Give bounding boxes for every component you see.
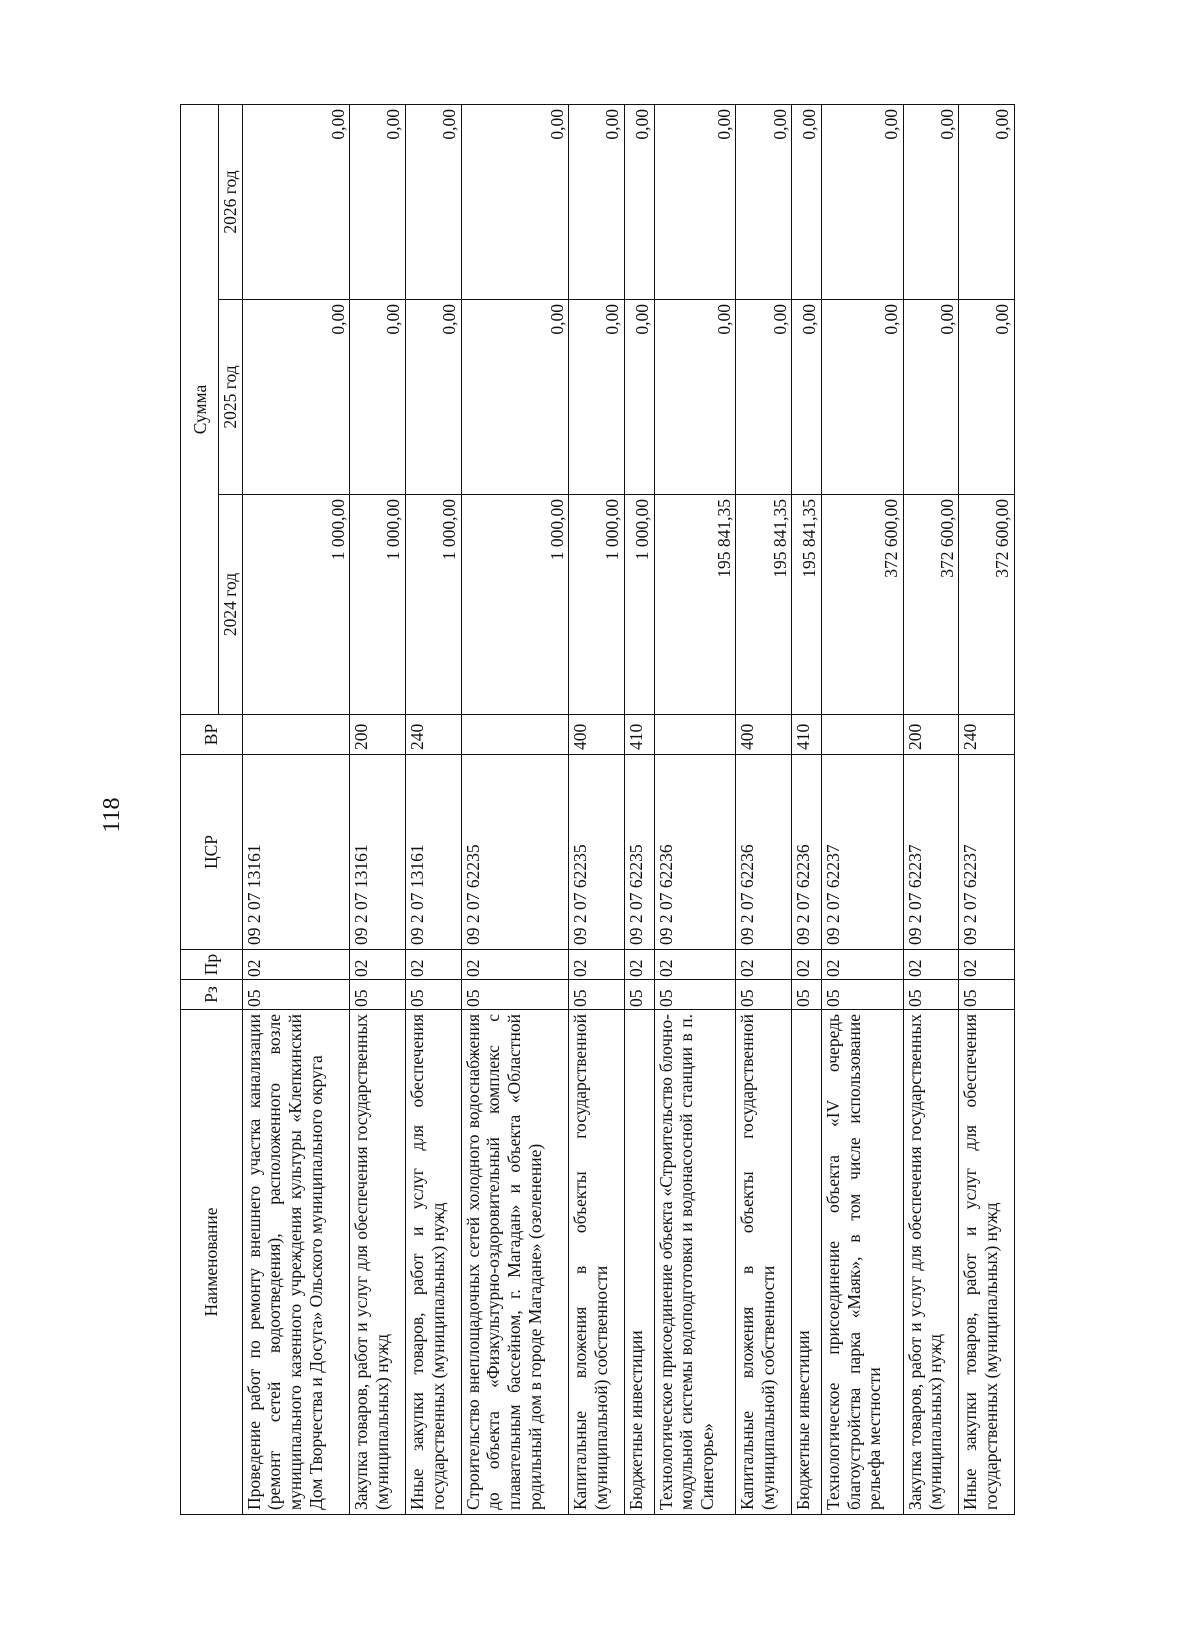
cell-rz: 05: [625, 980, 655, 1010]
cell-y2025: 0,00: [625, 300, 655, 495]
cell-name: Бюджетные инвестиции: [625, 1010, 655, 1515]
cell-name: Закупка товаров, работ и услуг для обеспечения государственных (муниципальных) нужд: [350, 1010, 406, 1515]
cell-name: Проведение работ по ремонту внешнего участка канализации (ремонт сетей водоотведения), расположенного возле муниципального казенного учреждения культуры «Клепкинский Дом Творчества и Досуга» Ольского муниципального округа: [242, 1010, 350, 1515]
cell-pr: 02: [654, 950, 736, 980]
cell-rz: 05: [959, 980, 1015, 1010]
header-rz: Рз: [181, 980, 243, 1010]
cell-csr: 09 2 07 62237: [903, 755, 959, 950]
cell-y2024: 1 000,00: [242, 495, 350, 715]
table-row: [903, 104, 959, 1514]
page-number: 118: [99, 797, 125, 833]
cell-csr: 09 2 07 62235: [461, 755, 569, 950]
cell-csr: 09 2 07 62236: [792, 755, 822, 950]
cell-rz: 05: [792, 980, 822, 1010]
table-row: [959, 104, 1015, 1514]
cell-csr: 09 2 07 13161: [242, 755, 350, 950]
cell-rz: 05: [736, 980, 792, 1010]
cell-vr: [461, 715, 569, 755]
header-csr: ЦСР: [181, 755, 243, 950]
table-row: [569, 104, 625, 1514]
cell-csr: 09 2 07 62235: [569, 755, 625, 950]
table-row: [350, 104, 406, 1514]
cell-name: Иные закупки товаров, работ и услуг для обеспечения государственных (муниципальных) нужд: [405, 1010, 461, 1515]
cell-csr: 09 2 07 62237: [959, 755, 1015, 950]
cell-name: Технологическое присоединение объекта «IV очередь благоустройства парка «Маяк», в том числе использование рельефа местности: [821, 1010, 903, 1515]
table-header-row: [181, 104, 219, 1514]
cell-name: Строительство внеплощадочных сетей холодного водоснабжения до объекта «Физкультурно-оздоровительный комплекс с плавательным бассейном, г. Магадан» и объекта «Областной родильный дом в городе Магадане» (озеленение): [461, 1010, 569, 1515]
cell-pr: 02: [242, 950, 350, 980]
cell-rz: 05: [242, 980, 350, 1010]
header-2025: 2025 год: [219, 300, 243, 495]
table-row: [792, 104, 822, 1514]
cell-csr: 09 2 07 13161: [350, 755, 406, 950]
cell-y2025: 0,00: [903, 300, 959, 495]
cell-y2024: 372 600,00: [821, 495, 903, 715]
cell-y2026: 0,00: [654, 104, 736, 299]
cell-y2025: 0,00: [792, 300, 822, 495]
cell-vr: 410: [792, 715, 822, 755]
cell-y2026: 0,00: [350, 104, 406, 299]
table-row: [821, 104, 903, 1514]
cell-vr: [821, 715, 903, 755]
cell-y2026: 0,00: [821, 104, 903, 299]
cell-y2026: 0,00: [792, 104, 822, 299]
cell-vr: 200: [350, 715, 406, 755]
cell-pr: 02: [792, 950, 822, 980]
header-vr: ВР: [181, 715, 243, 755]
cell-rz: 05: [569, 980, 625, 1010]
cell-name: Закупка товаров, работ и услуг для обеспечения государственных (муниципальных) нужд: [903, 1010, 959, 1515]
cell-name: Капитальные вложения в объекты государственной (муниципальной) собственности: [569, 1010, 625, 1515]
budget-table: [180, 104, 1015, 1515]
cell-y2026: 0,00: [405, 104, 461, 299]
table-row: [242, 104, 350, 1514]
rotated-table-wrapper: [180, 105, 1015, 1515]
cell-pr: 02: [625, 950, 655, 980]
cell-y2024: 372 600,00: [959, 495, 1015, 715]
cell-y2024: 195 841,35: [792, 495, 822, 715]
header-sum: Сумма: [181, 104, 219, 714]
cell-vr: [654, 715, 736, 755]
cell-pr: 02: [461, 950, 569, 980]
cell-rz: 05: [903, 980, 959, 1010]
cell-y2026: 0,00: [736, 104, 792, 299]
cell-rz: 05: [350, 980, 406, 1010]
table-row: [405, 104, 461, 1514]
cell-name: Иные закупки товаров, работ и услуг для обеспечения государственных (муниципальных) нужд: [959, 1010, 1015, 1515]
cell-y2026: 0,00: [461, 104, 569, 299]
cell-rz: 05: [654, 980, 736, 1010]
cell-y2025: 0,00: [821, 300, 903, 495]
cell-pr: 02: [736, 950, 792, 980]
cell-pr: 02: [569, 950, 625, 980]
cell-vr: 400: [736, 715, 792, 755]
cell-name: Капитальные вложения в объекты государственной (муниципальной) собственности: [736, 1010, 792, 1515]
cell-csr: 09 2 07 62236: [654, 755, 736, 950]
header-2024: 2024 год: [219, 495, 243, 715]
cell-name: Бюджетные инвестиции: [792, 1010, 822, 1515]
cell-y2025: 0,00: [461, 300, 569, 495]
cell-rz: 05: [821, 980, 903, 1010]
cell-vr: [242, 715, 350, 755]
cell-y2024: 195 841,35: [654, 495, 736, 715]
cell-y2026: 0,00: [625, 104, 655, 299]
cell-y2024: 195 841,35: [736, 495, 792, 715]
header-name: Наименование: [181, 1010, 243, 1515]
header-2026: 2026 год: [219, 104, 243, 299]
cell-pr: 02: [350, 950, 406, 980]
cell-y2024: 1 000,00: [350, 495, 406, 715]
cell-y2025: 0,00: [242, 300, 350, 495]
cell-rz: 05: [405, 980, 461, 1010]
table-row: [654, 104, 736, 1514]
cell-y2025: 0,00: [350, 300, 406, 495]
cell-vr: 240: [959, 715, 1015, 755]
cell-y2024: 1 000,00: [625, 495, 655, 715]
table-row: [736, 104, 792, 1514]
cell-pr: 02: [821, 950, 903, 980]
cell-y2026: 0,00: [242, 104, 350, 299]
cell-pr: 02: [959, 950, 1015, 980]
cell-csr: 09 2 07 13161: [405, 755, 461, 950]
cell-y2026: 0,00: [959, 104, 1015, 299]
cell-vr: 400: [569, 715, 625, 755]
table-body: [242, 104, 1014, 1514]
cell-y2025: 0,00: [405, 300, 461, 495]
cell-y2026: 0,00: [569, 104, 625, 299]
cell-y2025: 0,00: [736, 300, 792, 495]
cell-pr: 02: [405, 950, 461, 980]
cell-y2024: 1 000,00: [405, 495, 461, 715]
cell-csr: 09 2 07 62236: [736, 755, 792, 950]
cell-y2026: 0,00: [903, 104, 959, 299]
header-pr: Пр: [181, 950, 243, 980]
cell-y2024: 1 000,00: [569, 495, 625, 715]
table-row: [625, 104, 655, 1514]
cell-y2025: 0,00: [654, 300, 736, 495]
cell-vr: 410: [625, 715, 655, 755]
cell-vr: 240: [405, 715, 461, 755]
cell-vr: 200: [903, 715, 959, 755]
cell-csr: 09 2 07 62235: [625, 755, 655, 950]
cell-rz: 05: [461, 980, 569, 1010]
cell-y2025: 0,00: [959, 300, 1015, 495]
cell-csr: 09 2 07 62237: [821, 755, 903, 950]
table-row: [461, 104, 569, 1514]
cell-pr: 02: [903, 950, 959, 980]
cell-y2024: 372 600,00: [903, 495, 959, 715]
cell-name: Технологическое присоединение объекта «Строительство блочно-модульной системы водоподготовки и водонасосной станции в п. Синегорье»: [654, 1010, 736, 1515]
cell-y2024: 1 000,00: [461, 495, 569, 715]
cell-y2025: 0,00: [569, 300, 625, 495]
